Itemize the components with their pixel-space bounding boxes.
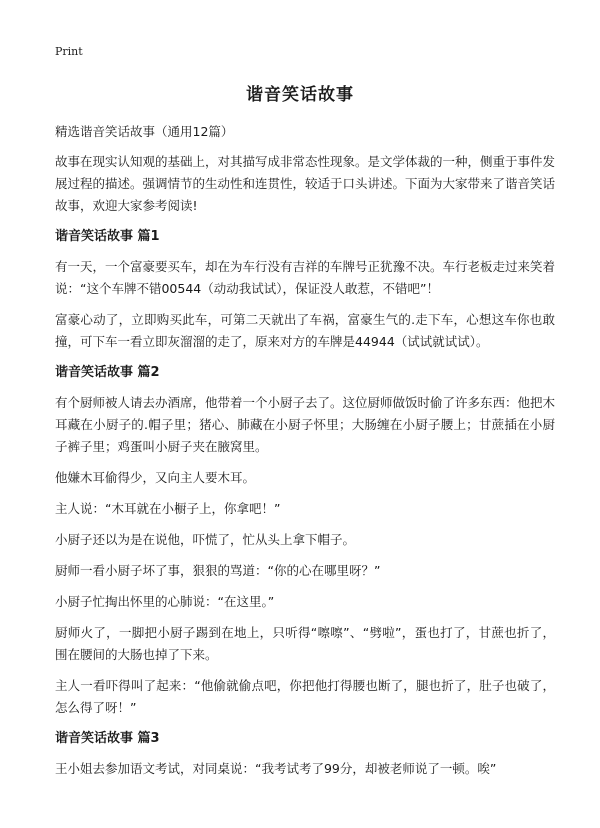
article-subtitle: 精选谐音笑话故事（通用12篇） [55, 124, 234, 139]
section-2-paragraph-6: 小厨子忙掏出怀里的心肺说：“在这里。” [55, 594, 275, 609]
section-1-heading: 谐音笑话故事 篇1 [55, 229, 160, 244]
section-2-paragraph-4: 小厨子还以为是在说他，吓慌了，忙从头上拿下帽子。 [55, 532, 356, 547]
section-2-paragraph-3: 主人说：“木耳就在小橱子上，你拿吧！” [55, 501, 281, 516]
section-1-paragraph-2: 富豪心动了，立即购买此车，可第二天就出了车祸，富豪生气的.走下车，心想这车你也敢撞，可下车一看立即灰溜溜的走了，原来对方的车牌是44944（试试就试试）。 [55, 312, 555, 349]
section-2-paragraph-2: 他嫌木耳偷得少，又向主人要木耳。 [55, 470, 256, 485]
section-2-paragraph-8: 主人一看吓得叫了起来：“他偷就偷点吧，你把他打得腰也断了，腿也折了，肚子也破了，怎么得了呀！” [55, 678, 555, 715]
article-body [55, 121, 555, 789]
section-2-paragraph-5: 厨师一看小厨子坏了事，狠狠的骂道：“你的心在哪里呀？” [55, 563, 381, 578]
section-1-paragraph-1: 有一天，一个富豪要买车，却在为车行没有吉祥的车牌号正犹豫不决。车行老板走过来笑着说：“这个车牌不错00544（动动我试试），保证没人敢惹，不错吧”！ [55, 259, 556, 296]
section-2-paragraph-1: 有个厨师被人请去办酒席，他带着一个小厨子去了。这位厨师做饭时偷了许多东西：他把木耳藏在小厨子的.帽子里；猪心、肺藏在小厨子怀里；大肠缠在小厨子腰上；甘蔗插在小厨子裤子里；鸡蛋叫小厨子夹在腋窝里。 [55, 395, 556, 454]
section-3-heading: 谐音笑话故事 篇3 [55, 731, 160, 746]
section-2-heading: 谐音笑话故事 篇2 [55, 365, 160, 380]
section-2-paragraph-7: 厨师火了，一脚把小厨子踢到在地上，只听得“嚓嚓”、“劈啦”，蛋也打了，甘蔗也折了，围在腰间的大肠也掉了下来。 [55, 625, 555, 662]
article-title: 谐音笑话故事 [246, 85, 354, 105]
intro-paragraph: 故事在现实认知观的基础上，对其描写成非常态性现象。是文学体裁的一种，侧重于事件发展过程的描述。强调情节的生动性和连贯性，较适于口头讲述。下面为大家带来了谐音笑话故事，欢迎大家参考阅读! [55, 154, 556, 213]
section-3-paragraph-1: 王小姐去参加语文考试，对同桌说：“我考试考了99分，却被老师说了一顿。唉” [55, 761, 497, 776]
print-link[interactable]: Print [55, 45, 83, 58]
